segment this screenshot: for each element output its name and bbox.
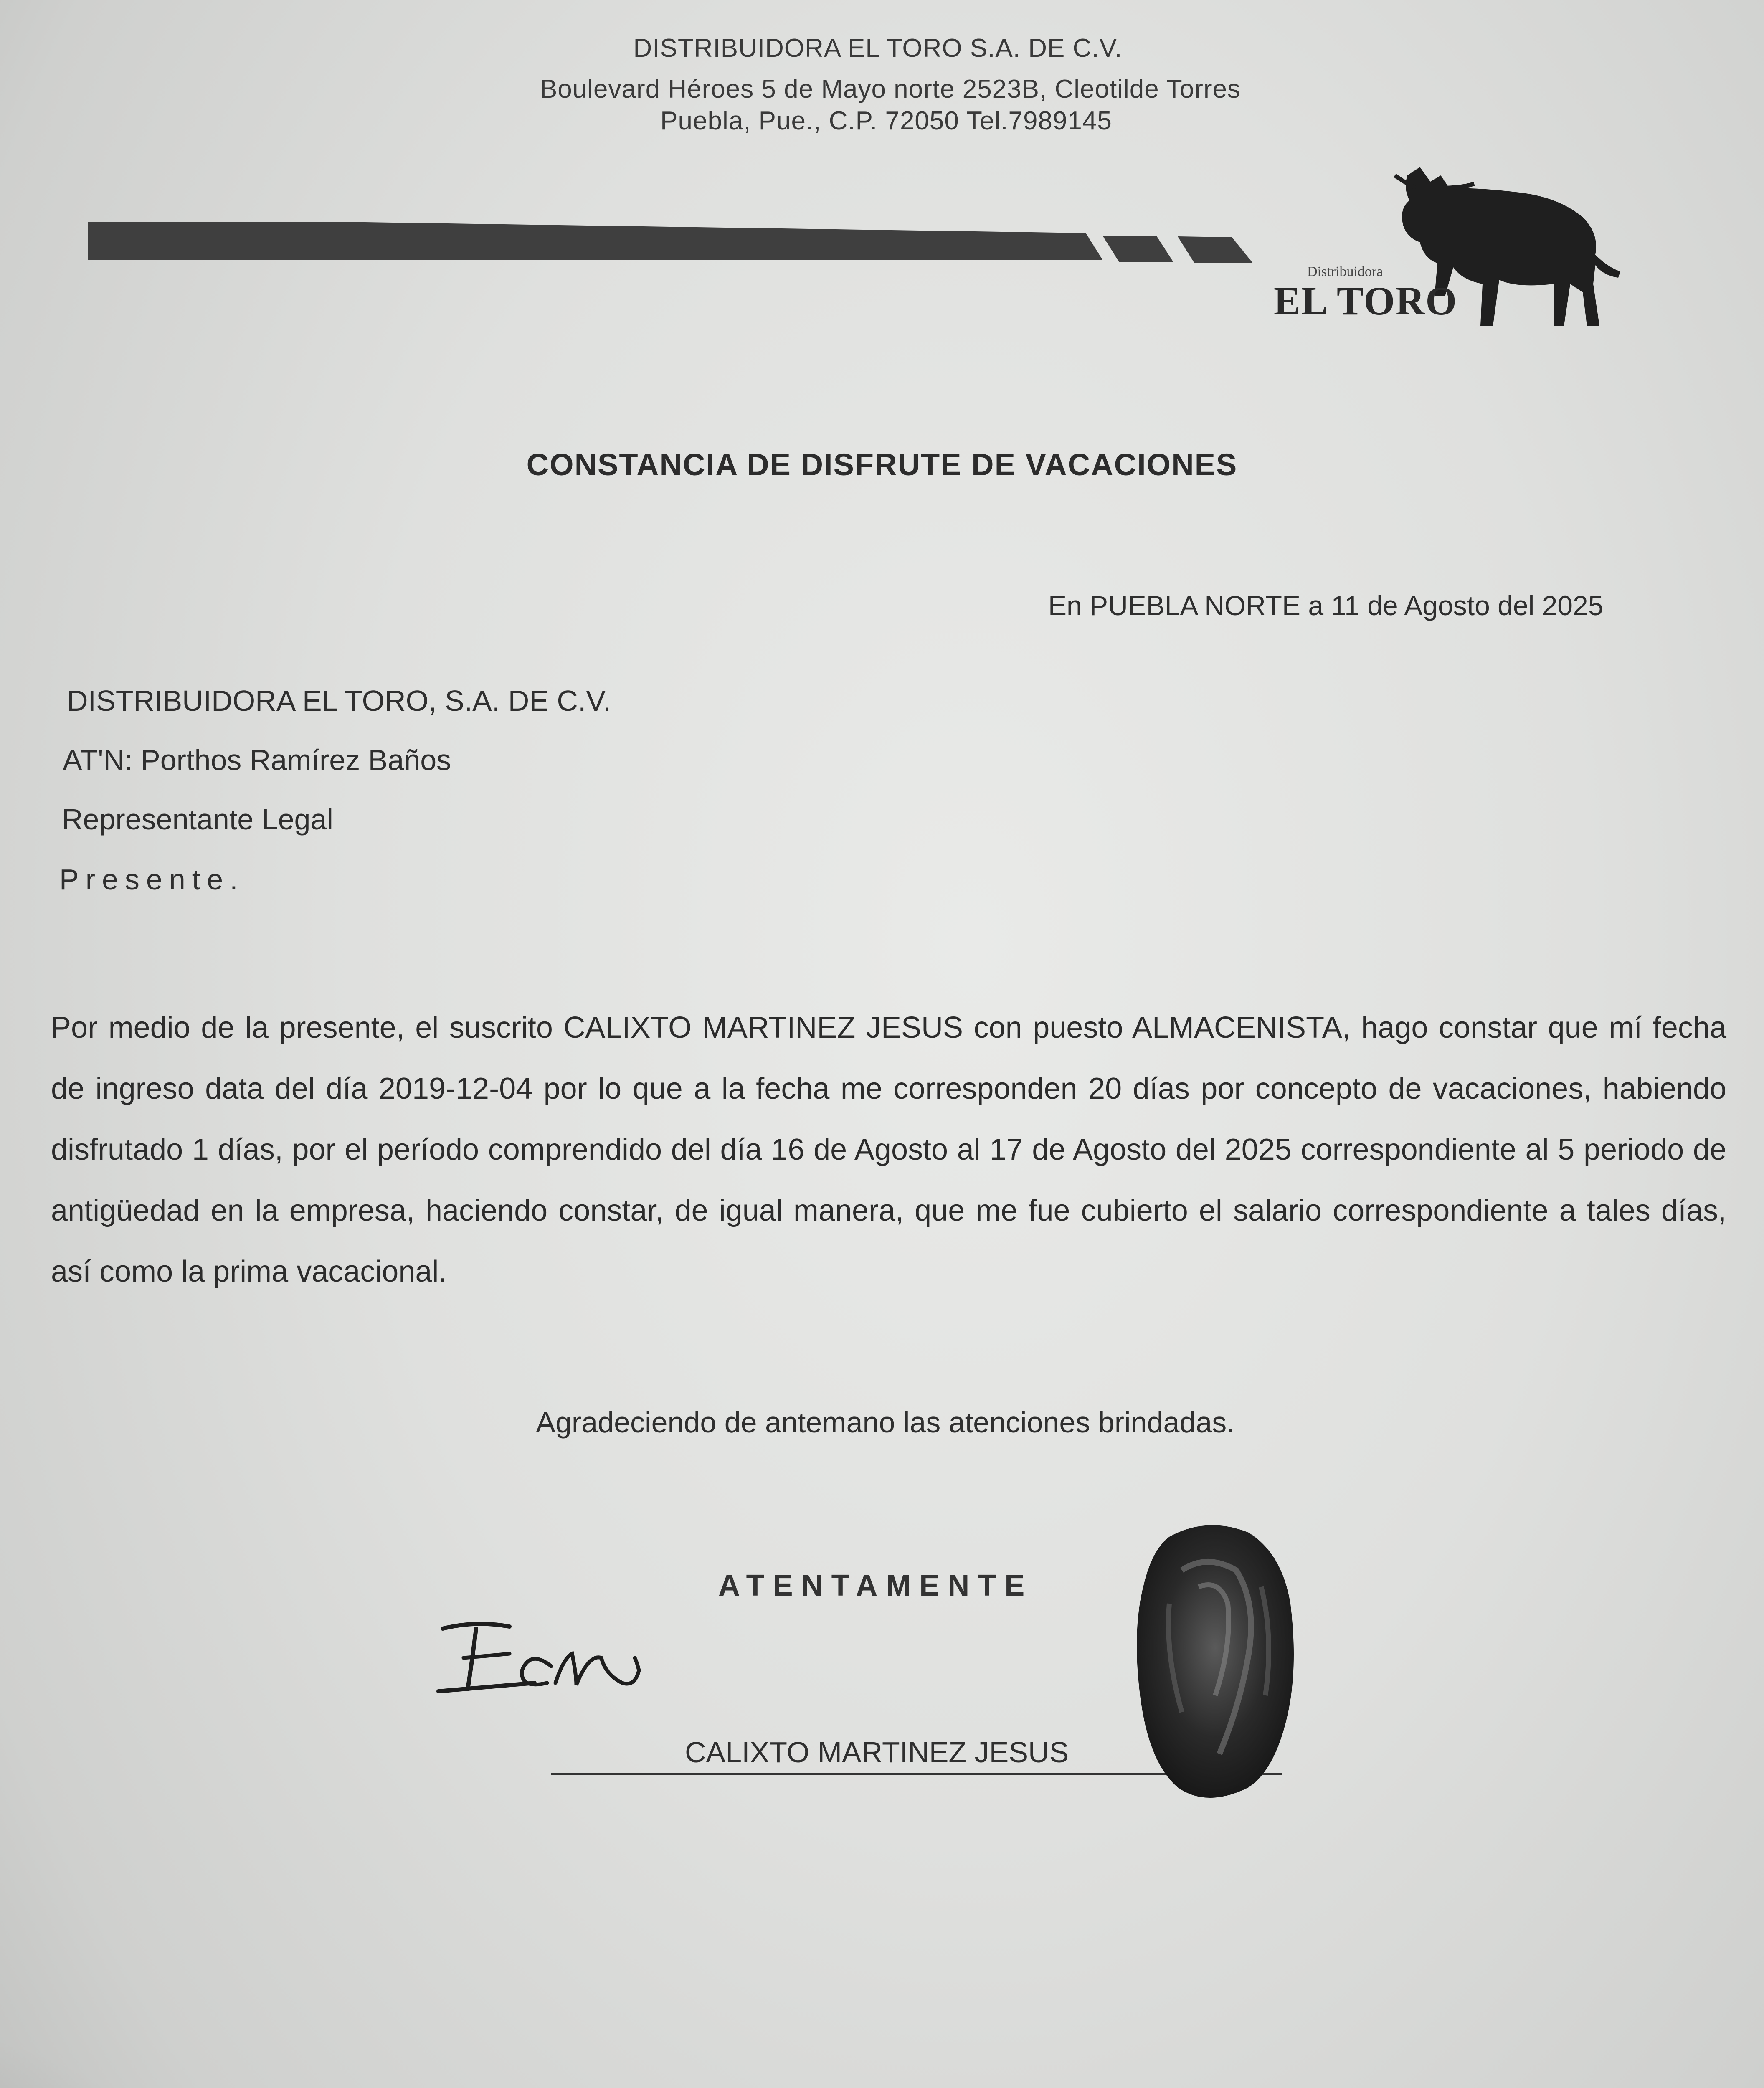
signer-name: CALIXTO MARTINEZ JESUS xyxy=(685,1736,1069,1769)
header-address-line1: Boulevard Héroes 5 de Mayo norte 2523B, Cleotilde Torres xyxy=(540,75,1241,104)
date-line: En PUEBLA NORTE a 11 de Agosto del 2025 xyxy=(1048,590,1604,621)
recipient-attention: AT'N: Porthos Ramírez Baños xyxy=(63,744,451,776)
body-paragraph: Por medio de la presente, el suscrito CALIXTO MARTINEZ JESUS con puesto ALMACENISTA, hago constar que mí fecha de ingreso data del día 2019-12-04 por lo que a la fecha me corresponden 20 días por concepto de vacaciones, habiendo disfrutado 1 días, por el período comprendido del día 16 de Agosto al 17 de Agosto del 2025 correspondiente al 5 periodo de antigüedad en la empresa, haciendo constar, de igual manera, que me fue cubierto el salario correspondiente a tales días, así como la prima vacacional. xyxy=(51,1011,1726,1288)
document-title: CONSTANCIA DE DISFRUTE DE VACACIONES xyxy=(526,447,1238,482)
fingerprint-icon xyxy=(1123,1520,1303,1804)
recipient-presente: Presente. xyxy=(59,863,245,896)
page-shadow xyxy=(0,2018,334,2088)
recipient-company: DISTRIBUIDORA EL TORO, S.A. DE C.V. xyxy=(67,684,611,717)
header-address-line2: Puebla, Pue., C.P. 72050 Tel.7989145 xyxy=(660,106,1112,135)
logo-brand: EL TORO xyxy=(1274,279,1457,323)
header-company: DISTRIBUIDORA EL TORO S.A. DE C.V. xyxy=(633,34,1123,63)
closing-atentamente: ATENTAMENTE xyxy=(718,1569,1033,1602)
thanks-line: Agradeciendo de antemano las atenciones brindadas. xyxy=(536,1406,1235,1439)
recipient-role: Representante Legal xyxy=(62,803,333,836)
logo-small-text: Distribuidora xyxy=(1307,264,1383,279)
handwritten-signature xyxy=(426,1612,685,1708)
